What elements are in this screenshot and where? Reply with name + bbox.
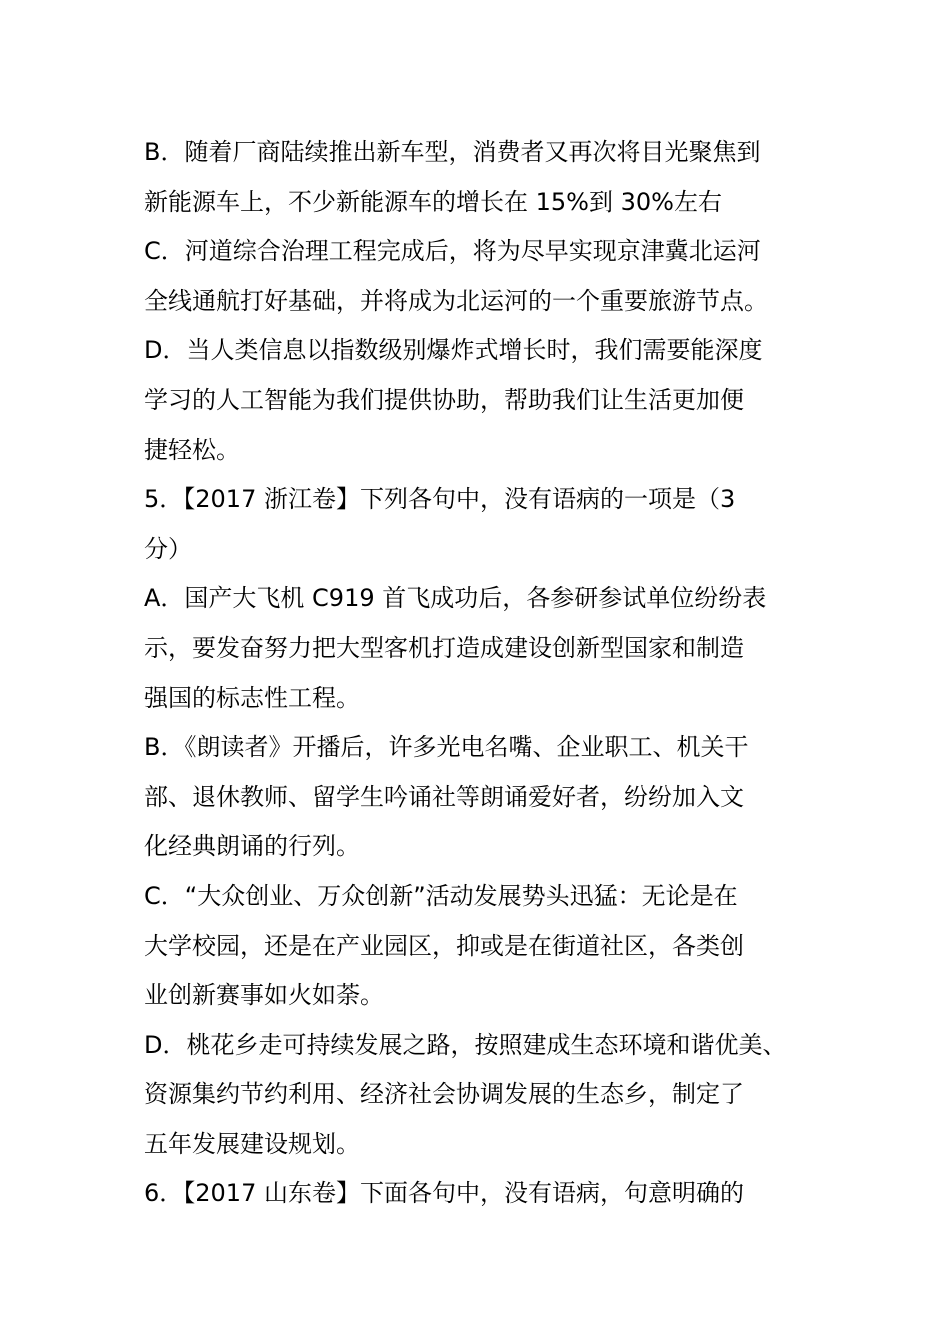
option-b-line-3: 化经典朗诵的行列。 bbox=[144, 832, 360, 861]
text-line-4: 全线通航打好基础，并将成为北运河的一个重要旅游节点。 bbox=[144, 286, 768, 315]
option-a-line-2: 示，要发奋努力把大型客机打造成建设创新型国家和制造 bbox=[144, 633, 744, 662]
text-line-5: D．当人类信息以指数级别爆炸式增长时，我们需要能深度 bbox=[144, 336, 763, 365]
option-c-line-1: C．“大众创业、万众创新”活动发展势头迅猛：无论是在 bbox=[144, 881, 738, 910]
option-c-line-2: 大学校园，还是在产业园区，抑或是在街道社区，各类创 bbox=[144, 931, 744, 960]
document-body bbox=[144, 128, 824, 1219]
question-5-stem: 5．【2017 浙江卷】下列各句中，没有语病的一项是（3 bbox=[144, 485, 736, 514]
question-6-stem: 6．【2017 山东卷】下面各句中，没有语病，句意明确的 bbox=[144, 1179, 744, 1208]
text-line-3: C．河道综合治理工程完成后，将为尽早实现京津冀北运河 bbox=[144, 237, 761, 266]
text-line-1: B．随着厂商陆续推出新车型，消费者又再次将目光聚焦到 bbox=[144, 138, 761, 166]
text-line-2: 新能源车上，不少新能源车的增长在 15%到 30%左右 bbox=[144, 187, 722, 216]
option-c-line-3: 业创新赛事如火如荼。 bbox=[144, 981, 384, 1010]
text-line-6: 学习的人工智能为我们提供协助，帮助我们让生活更加便 bbox=[144, 385, 744, 414]
option-d-line-2: 资源集约节约利用、经济社会协调发展的生态乡，制定了 bbox=[144, 1080, 744, 1109]
option-b-line-1: B．《朗读者》开播后，许多光电名嘴、企业职工、机关干 bbox=[144, 733, 749, 762]
question-5-stem-cont: 分） bbox=[144, 534, 192, 563]
option-b-line-2: 部、退休教师、留学生吟诵社等朗诵爱好者，纷纷加入文 bbox=[144, 782, 744, 811]
option-d-line-3: 五年发展建设规划。 bbox=[144, 1129, 360, 1158]
option-a-line-3: 强国的标志性工程。 bbox=[144, 683, 360, 712]
text-line-7: 捷轻松。 bbox=[144, 435, 240, 464]
option-d-line-1: D．桃花乡走可持续发展之路，按照建成生态环境和谐优美、 bbox=[144, 1030, 787, 1059]
option-a-line-1: A．国产大飞机 C919 首飞成功后，各参研参试单位纷纷表 bbox=[144, 584, 767, 613]
